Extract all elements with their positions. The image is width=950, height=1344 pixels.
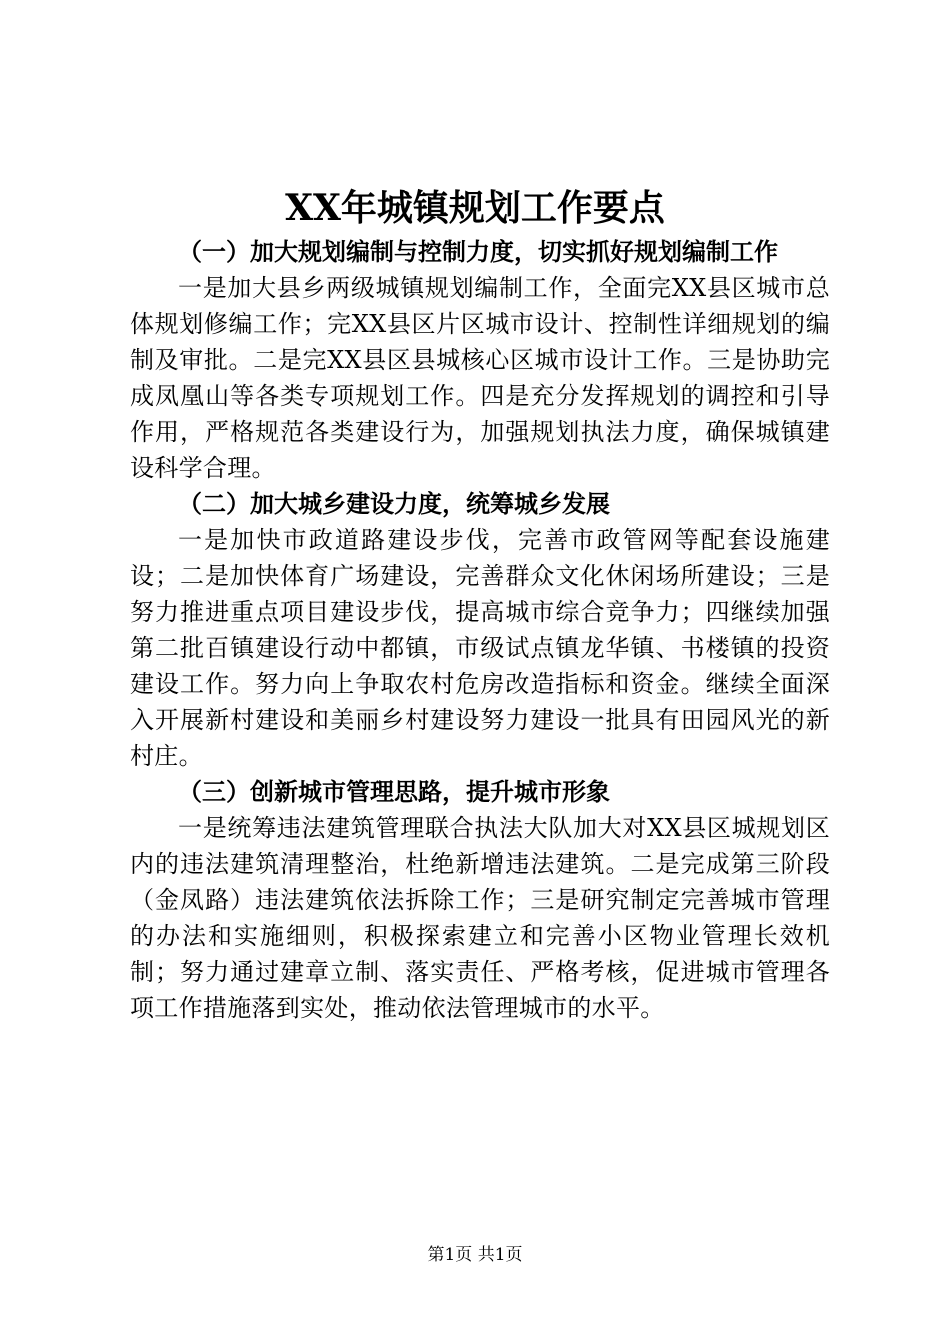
document-title: XX年城镇规划工作要点 [285, 187, 665, 229]
section-3-heading: （三）创新城市管理思路，提升城市形象 [178, 778, 610, 806]
section-2-paragraph: 一是加快市政道路建设步伐，完善市政管网等配套设施建设；二是加快体育广场建设，完善群众文化休闲场所建设；三是努力推进重点项目建设步伐，提高城市综合竞争力；四继续加强第二批百镇建设行动中都镇，市级试点镇龙华镇、书楼镇的投资建设工作。努力向上争取农村危房改造指标和资金。继续全面深入开展新村建设和美丽乡村建设努力建设一批具有田园风光的新村庄。 [130, 526, 830, 770]
document-body [130, 234, 830, 1026]
page-footer: 第1页 共1页 [427, 1245, 523, 1265]
section-1-paragraph: 一是加大县乡两级城镇规划编制工作，全面完XX县区城市总体规划修编工作；完XX县区片区城市设计、控制性详细规划的编制及审批。二是完XX县区县城核心区城市设计工作。三是协助完成凤凰山等各类专项规划工作。四是充分发挥规划的调控和引导作用，严格规范各类建设行为，加强规划执法力度，确保城镇建设科学合理。 [130, 274, 830, 482]
section-2-heading: （二）加大城乡建设力度，统筹城乡发展 [178, 490, 610, 518]
section-1-heading: （一）加大规划编制与控制力度，切实抓好规划编制工作 [178, 238, 778, 266]
section-3-paragraph: 一是统筹违法建筑管理联合执法大队加大对XX县区城规划区内的违法建筑清理整治，杜绝新增违法建筑。二是完成第三阶段（金凤路）违法建筑依法拆除工作；三是研究制定完善城市管理的办法和实施细则，积极探索建立和完善小区物业管理长效机制；努力通过建章立制、落实责任、严格考核，促进城市管理各项工作措施落到实处，推动依法管理城市的水平。 [130, 814, 830, 1022]
